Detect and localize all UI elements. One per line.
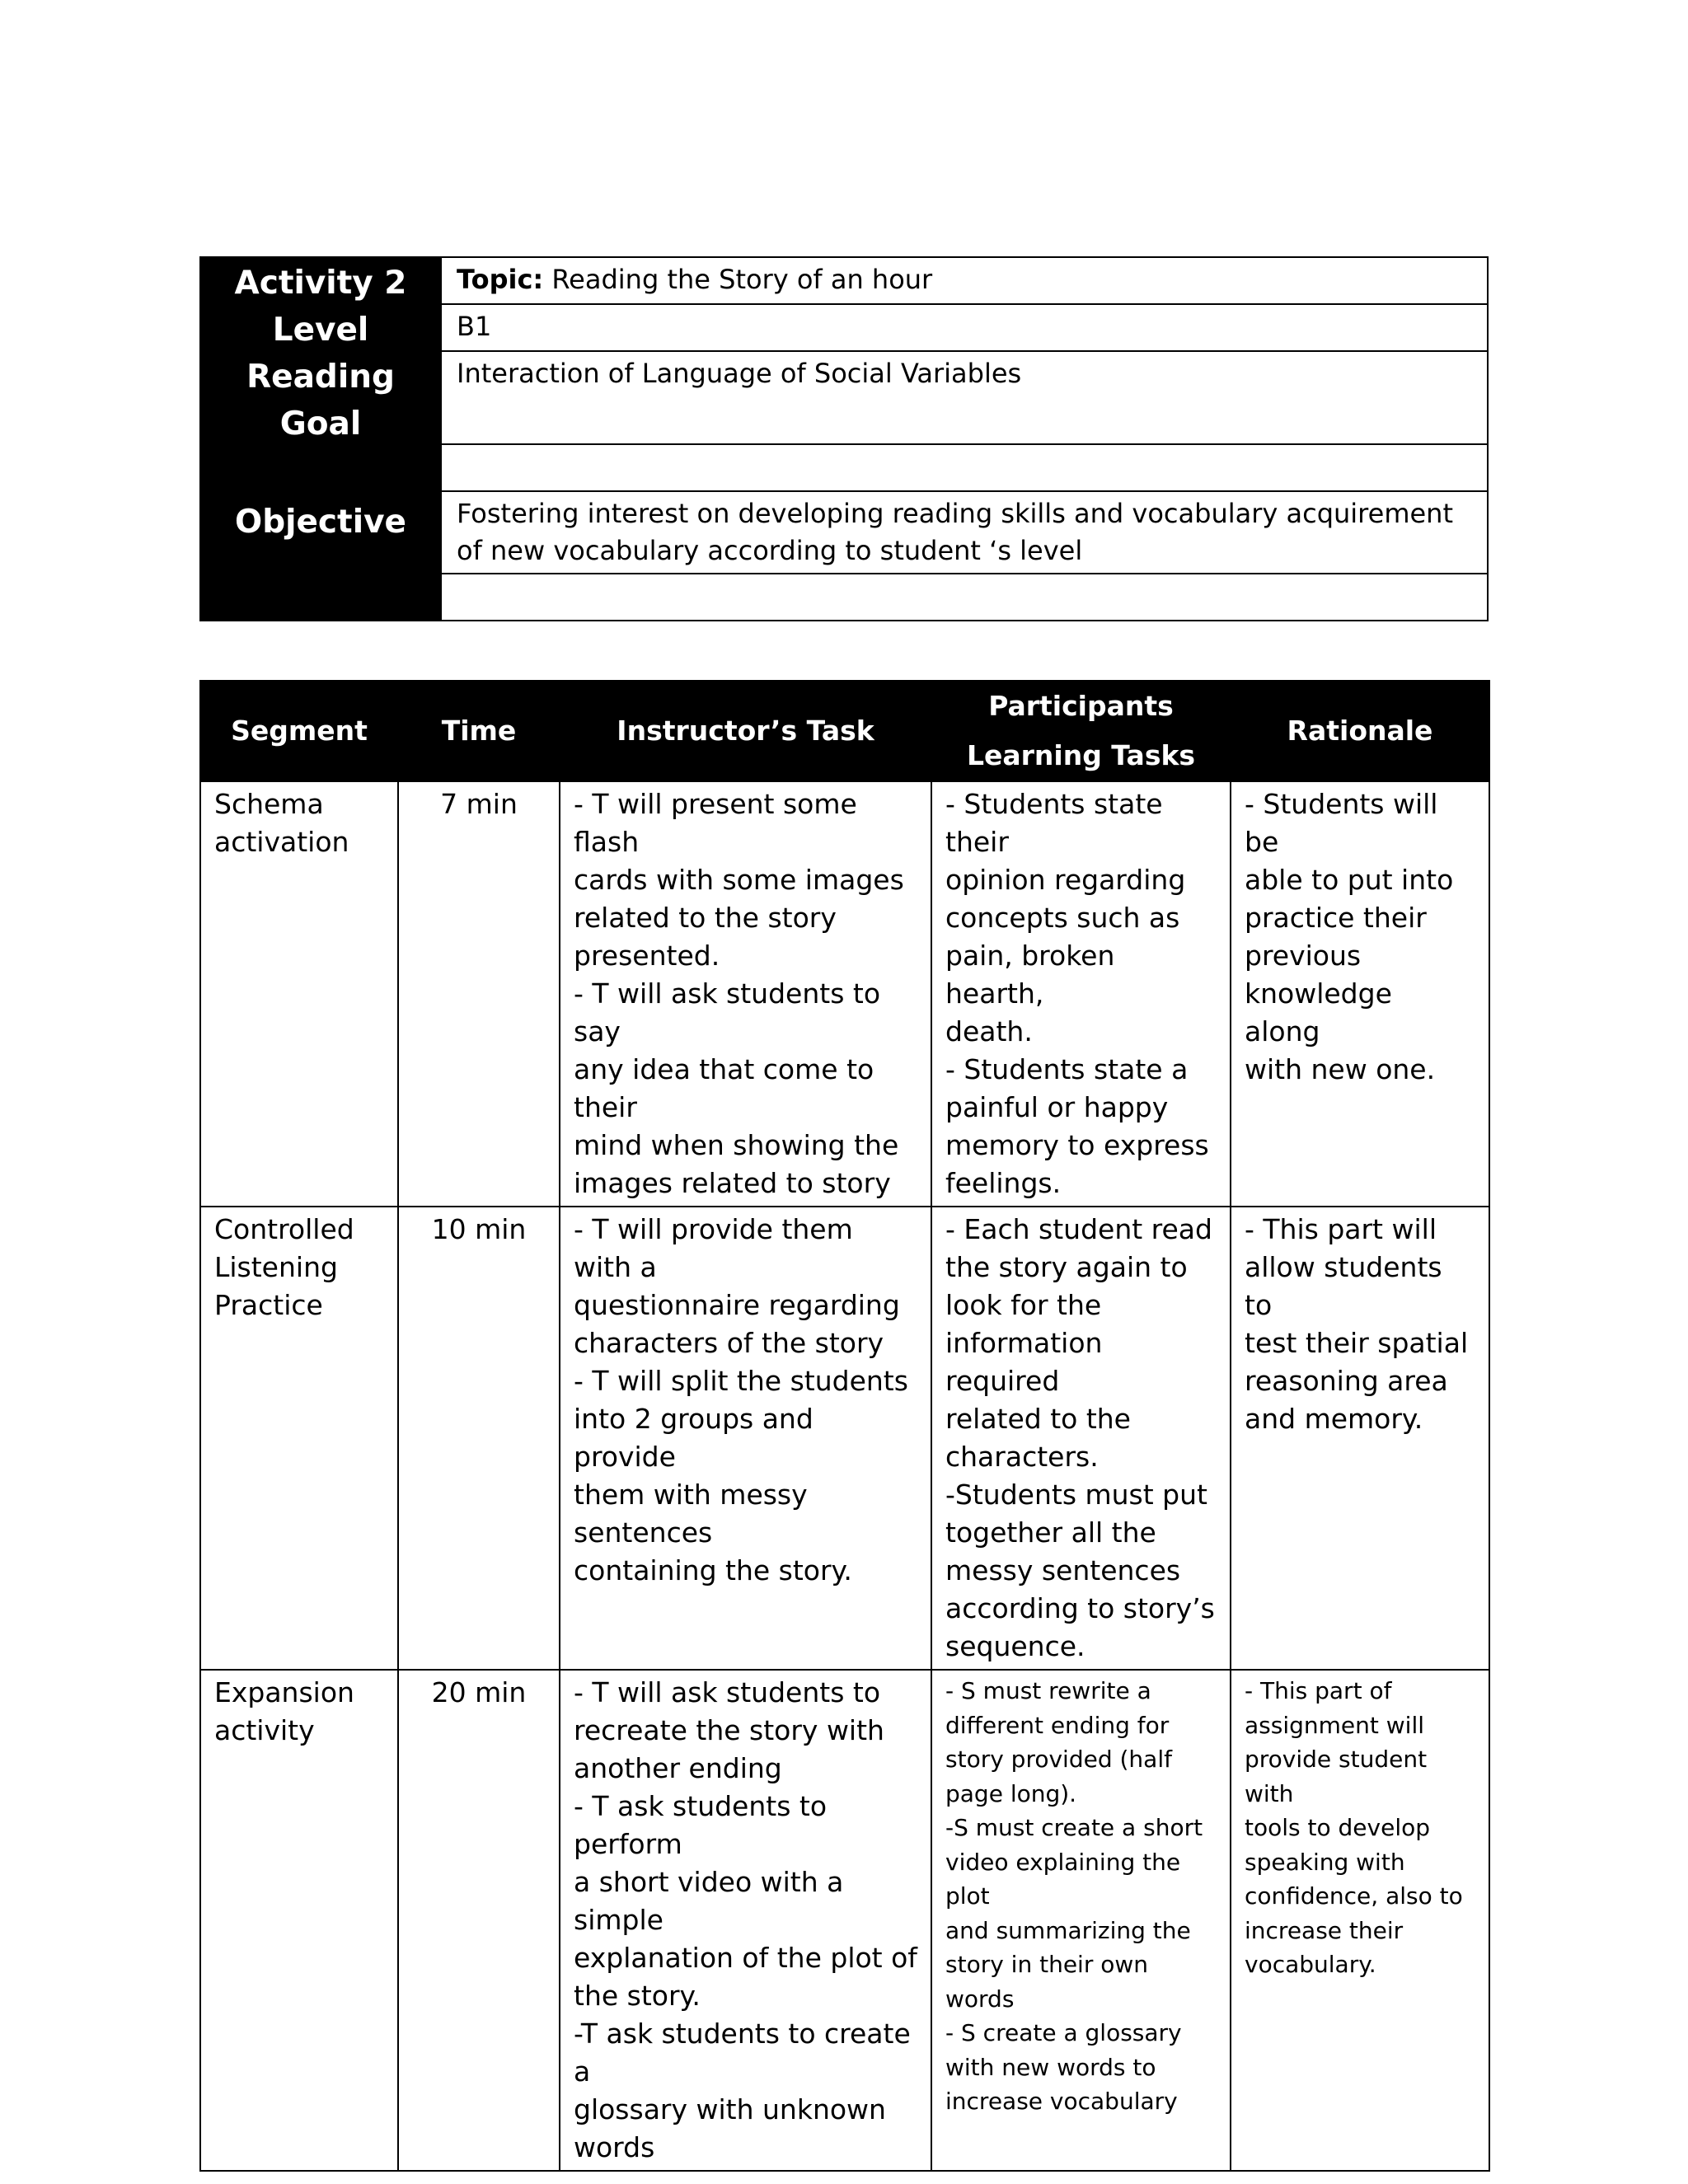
rationale-line: able to put into xyxy=(1245,864,1454,896)
participants-line: different ending for xyxy=(945,1711,1170,1739)
rationale-line: reasoning area xyxy=(1245,1365,1448,1397)
instructor-line: another ending xyxy=(574,1752,782,1784)
instructor-line: - T will provide them with a xyxy=(574,1213,853,1283)
col-header-instructor-task: Instructor’s Task xyxy=(560,681,931,781)
instructor-line: them with messy sentences xyxy=(574,1479,808,1549)
rationale-cell xyxy=(1231,1207,1489,1670)
lesson-plan-table xyxy=(199,680,1490,2172)
participants-line: messy sentences xyxy=(945,1554,1181,1586)
time-cell: 7 min xyxy=(398,781,560,1207)
col-header-segment: Segment xyxy=(200,681,398,781)
instructor-line: the story. xyxy=(574,1980,701,2012)
participants-line: - Students state their xyxy=(945,788,1163,858)
instructor-line: cards with some images xyxy=(574,864,904,896)
rationale-line: - This part of xyxy=(1245,1677,1392,1704)
participants-line: story provided (half xyxy=(945,1746,1172,1773)
instructor-task-cell xyxy=(560,1670,931,2171)
instructor-line: any idea that come to their xyxy=(574,1053,874,1123)
participants-line: related to the xyxy=(945,1403,1131,1435)
rationale-line: - Students will be xyxy=(1245,788,1438,858)
instructor-line: -T ask students to create a xyxy=(574,2018,911,2088)
instructor-line: glossary with unknown xyxy=(574,2093,886,2125)
instructor-line: - T will split the students xyxy=(574,1365,908,1397)
participants-line: -Students must put xyxy=(945,1479,1207,1511)
participants-line: - Students state a xyxy=(945,1053,1189,1085)
rationale-line: with new one. xyxy=(1245,1053,1436,1085)
participants-line: the story again to xyxy=(945,1251,1188,1283)
instructor-line: a short video with a simple xyxy=(574,1866,844,1936)
instructor-line: - T ask students to perform xyxy=(574,1790,828,1860)
rationale-line: test their spatial xyxy=(1245,1327,1469,1359)
instructor-task-cell xyxy=(560,1207,931,1670)
instructor-line: images related to story xyxy=(574,1167,891,1199)
instructor-line: words xyxy=(574,2131,655,2163)
participants-line: death. xyxy=(945,1015,1033,1047)
time-cell: 20 min xyxy=(398,1670,560,2171)
participants-line: painful or happy xyxy=(945,1091,1169,1123)
rationale-line: knowledge along xyxy=(1245,977,1392,1047)
rationale-line: practice their xyxy=(1245,902,1427,934)
objective-label: Objective xyxy=(235,504,406,541)
level-label: Level xyxy=(272,312,369,349)
participants-line: story in their own words xyxy=(945,1951,1149,2013)
rationale-line: allow students to xyxy=(1245,1251,1442,1321)
segment-line: activity xyxy=(214,1714,315,1746)
participants-task-cell xyxy=(931,1207,1231,1670)
rationale-line: - This part will xyxy=(1245,1213,1437,1245)
rationale-line: assignment will xyxy=(1245,1711,1424,1739)
time-cell: 10 min xyxy=(398,1207,560,1670)
topic-cell xyxy=(441,257,1488,304)
participants-line: video explaining the plot xyxy=(945,1848,1181,1910)
instructor-task-cell xyxy=(560,781,931,1207)
table-row xyxy=(200,1670,1489,2171)
activity-info-table xyxy=(199,256,1489,621)
topic-key: Topic: xyxy=(457,264,544,295)
objective-cell: Fostering interest on developing reading skills and vocabulary acquirement of new vocabulary according to student ‘s level xyxy=(441,491,1488,574)
participants-task-cell xyxy=(931,1670,1231,2171)
instructor-line: mind when showing the xyxy=(574,1129,899,1161)
participants-line: page long). xyxy=(945,1779,1077,1807)
level-cell: B1 xyxy=(441,304,1488,351)
segment-line: Practice xyxy=(214,1289,323,1321)
segment-line: Controlled xyxy=(214,1213,354,1245)
col-header-participants-tasks xyxy=(931,681,1231,781)
participants-line: increase vocabulary xyxy=(945,2088,1178,2115)
participants-line: - S create a glossary xyxy=(945,2019,1182,2046)
goal-label: Goal xyxy=(279,405,362,443)
instructor-line: explanation of the plot of xyxy=(574,1942,917,1974)
instructor-line: presented. xyxy=(574,940,720,972)
instructor-line: - T will present some flash xyxy=(574,788,857,858)
rationale-cell xyxy=(1231,1670,1489,2171)
participants-line: -S must create a short xyxy=(945,1814,1203,1841)
empty-cell-1 xyxy=(441,444,1488,491)
segment-cell xyxy=(200,1207,398,1670)
rationale-line: and memory. xyxy=(1245,1403,1423,1435)
goal-cell: Interaction of Language of Social Variables xyxy=(441,351,1488,444)
rationale-line: tools to develop xyxy=(1245,1814,1430,1841)
col-header-time: Time xyxy=(398,681,560,781)
activity-labels-column xyxy=(200,257,441,621)
instructor-line: - T will ask students to xyxy=(574,1676,881,1708)
participants-task-cell xyxy=(931,781,1231,1207)
participants-header-line2: Learning Tasks xyxy=(966,739,1196,771)
participants-line: characters. xyxy=(945,1441,1099,1473)
participants-line: opinion regarding xyxy=(945,864,1186,896)
rationale-line: provide student with xyxy=(1245,1746,1428,1807)
participants-line: information required xyxy=(945,1327,1103,1397)
rationale-cell xyxy=(1231,781,1489,1207)
segment-cell xyxy=(200,781,398,1207)
segment-line: activation xyxy=(214,826,349,858)
segment-line: Schema xyxy=(214,788,324,820)
instructor-line: characters of the story xyxy=(574,1327,884,1359)
instructor-line: related to the story xyxy=(574,902,837,934)
participants-line: and summarizing the xyxy=(945,1916,1191,1944)
participants-line: together all the xyxy=(945,1516,1156,1549)
participants-line: feelings. xyxy=(945,1167,1062,1199)
segment-line: Expansion xyxy=(214,1676,354,1708)
segment-cell xyxy=(200,1670,398,2171)
participants-line: concepts such as xyxy=(945,902,1180,934)
instructor-line: into 2 groups and provide xyxy=(574,1403,814,1473)
participants-line: memory to express xyxy=(945,1129,1209,1161)
participants-line: - Each student read xyxy=(945,1213,1212,1245)
table-row xyxy=(200,781,1489,1207)
reading-label: Reading xyxy=(246,359,395,396)
instructor-line: containing the story. xyxy=(574,1554,852,1586)
instructor-line: questionnaire regarding xyxy=(574,1289,900,1321)
instructor-line: recreate the story with xyxy=(574,1714,884,1746)
empty-cell-2 xyxy=(441,574,1488,621)
instructor-line: - T will ask students to say xyxy=(574,977,881,1047)
participants-line: according to story’s xyxy=(945,1592,1215,1624)
segment-line: Listening xyxy=(214,1251,338,1283)
participants-header-line1: Participants xyxy=(988,690,1174,722)
table-row xyxy=(200,1207,1489,1670)
rationale-line: confidence, also to xyxy=(1245,1882,1463,1910)
participants-line: with new words to xyxy=(945,2053,1156,2081)
participants-line: sequence. xyxy=(945,1630,1085,1662)
rationale-line: speaking with xyxy=(1245,1848,1405,1876)
participants-line: look for the xyxy=(945,1289,1102,1321)
rationale-line: vocabulary. xyxy=(1245,1951,1376,1978)
col-header-rationale: Rationale xyxy=(1231,681,1489,781)
participants-line: pain, broken hearth, xyxy=(945,940,1115,1010)
rationale-line: previous xyxy=(1245,940,1362,972)
participants-line: - S must rewrite a xyxy=(945,1677,1151,1704)
topic-value: Reading the Story of an hour xyxy=(551,264,933,295)
activity-label: Activity 2 xyxy=(234,265,407,302)
rationale-line: increase their xyxy=(1245,1916,1404,1944)
